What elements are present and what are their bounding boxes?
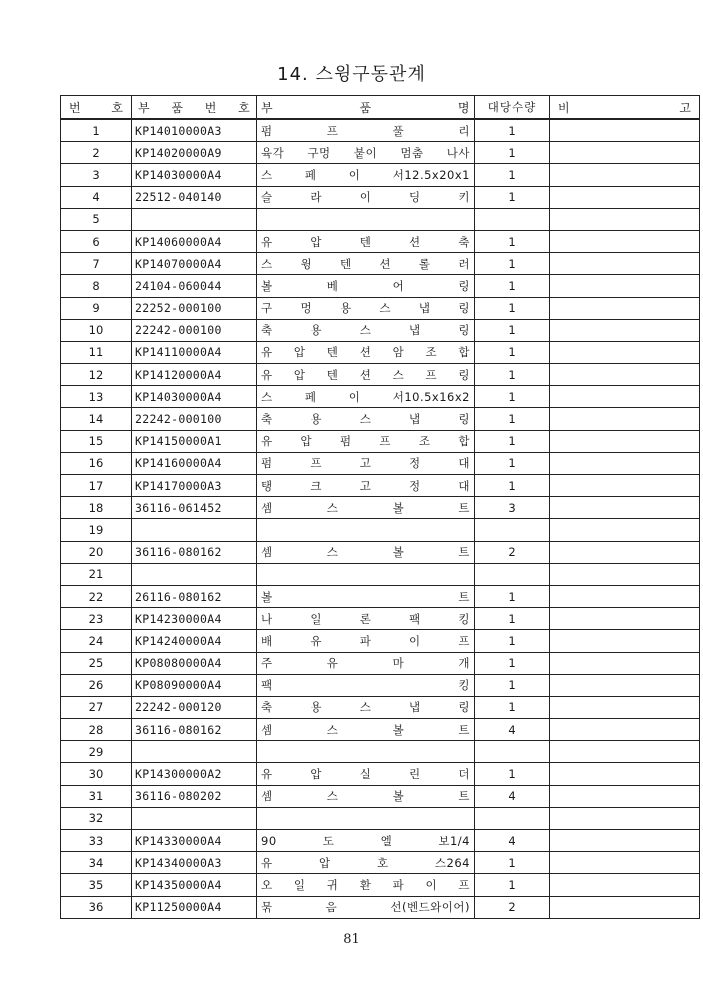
row-part-name: 스 윙 텐 션 롤 러	[257, 253, 475, 275]
table-row	[61, 696, 700, 718]
row-number: 10	[61, 319, 132, 341]
row-remarks	[550, 497, 700, 519]
row-part-name	[257, 208, 475, 230]
row-part-number: KP14170000A3	[132, 475, 257, 497]
row-number: 23	[61, 608, 132, 630]
row-part-name: 스 페 이 서10.5x16x2	[257, 386, 475, 408]
row-part-number: 22242-000100	[132, 319, 257, 341]
header-remarks: 비 고	[550, 96, 700, 120]
table-row	[61, 519, 700, 541]
row-part-number: KP08090000A4	[132, 674, 257, 696]
row-remarks	[550, 741, 700, 763]
row-remarks	[550, 696, 700, 718]
row-quantity: 2	[475, 896, 550, 918]
row-part-number: KP14010000A3	[132, 119, 257, 142]
row-part-number: 22252-000100	[132, 297, 257, 319]
row-remarks	[550, 297, 700, 319]
row-number: 13	[61, 386, 132, 408]
row-quantity: 1	[475, 186, 550, 208]
row-quantity	[475, 208, 550, 230]
table-row	[61, 164, 700, 186]
row-quantity: 1	[475, 319, 550, 341]
table-row	[61, 785, 700, 807]
row-quantity: 1	[475, 386, 550, 408]
row-quantity: 1	[475, 275, 550, 297]
row-number: 4	[61, 186, 132, 208]
row-remarks	[550, 364, 700, 386]
row-remarks	[550, 142, 700, 164]
row-part-name: 슬 라 이 딩 키	[257, 186, 475, 208]
row-number: 33	[61, 830, 132, 852]
table-header-row	[61, 96, 700, 120]
table-row	[61, 119, 700, 142]
row-quantity: 1	[475, 253, 550, 275]
row-part-number: KP14160000A4	[132, 452, 257, 474]
row-part-number: 22242-000120	[132, 696, 257, 718]
table-row	[61, 719, 700, 741]
row-remarks	[550, 896, 700, 918]
table-row	[61, 142, 700, 164]
row-quantity: 4	[475, 830, 550, 852]
table-row	[61, 563, 700, 585]
row-number: 21	[61, 563, 132, 585]
row-part-number: KP14120000A4	[132, 364, 257, 386]
row-part-number	[132, 563, 257, 585]
row-part-number: KP14330000A4	[132, 830, 257, 852]
row-number: 14	[61, 408, 132, 430]
row-remarks	[550, 119, 700, 142]
page-title: 14. 스윙구동관계	[277, 64, 426, 85]
row-part-number	[132, 519, 257, 541]
row-quantity: 1	[475, 297, 550, 319]
row-remarks	[550, 341, 700, 363]
row-part-number: KP14230000A4	[132, 608, 257, 630]
row-number: 3	[61, 164, 132, 186]
row-part-name: 축 용 스 냅 링	[257, 408, 475, 430]
row-number: 7	[61, 253, 132, 275]
row-quantity	[475, 519, 550, 541]
row-part-number: KP14150000A1	[132, 430, 257, 452]
row-part-number: KP14020000A9	[132, 142, 257, 164]
row-number: 2	[61, 142, 132, 164]
row-quantity: 1	[475, 364, 550, 386]
table-row	[61, 741, 700, 763]
header-part-number: 부 품 번 호	[132, 96, 257, 120]
row-part-number: 36116-080162	[132, 541, 257, 563]
row-part-number: KP11250000A4	[132, 896, 257, 918]
row-number: 34	[61, 852, 132, 874]
row-remarks	[550, 408, 700, 430]
header-number: 번 호	[61, 96, 132, 120]
row-part-name: 펌 프 고 정 대	[257, 452, 475, 474]
row-part-number: KP14340000A3	[132, 852, 257, 874]
row-quantity: 1	[475, 430, 550, 452]
row-number: 19	[61, 519, 132, 541]
table-row	[61, 408, 700, 430]
row-part-name: 셈 스 볼 트	[257, 497, 475, 519]
row-part-name	[257, 519, 475, 541]
table-row	[61, 319, 700, 341]
row-part-name: 유 압 호 스264	[257, 852, 475, 874]
row-number: 16	[61, 452, 132, 474]
row-quantity: 1	[475, 652, 550, 674]
row-number: 32	[61, 807, 132, 829]
row-part-number: 36116-080162	[132, 719, 257, 741]
row-remarks	[550, 386, 700, 408]
row-quantity: 2	[475, 541, 550, 563]
row-number: 31	[61, 785, 132, 807]
row-remarks	[550, 608, 700, 630]
row-part-name: 육각 구멍 붙이 멈춤 나사	[257, 142, 475, 164]
row-quantity	[475, 563, 550, 585]
row-quantity: 1	[475, 585, 550, 607]
row-remarks	[550, 585, 700, 607]
table-row	[61, 763, 700, 785]
row-part-name	[257, 741, 475, 763]
table-row	[61, 186, 700, 208]
row-number: 29	[61, 741, 132, 763]
row-quantity: 1	[475, 696, 550, 718]
row-remarks	[550, 164, 700, 186]
row-quantity: 1	[475, 142, 550, 164]
row-part-name: 펌 프 풀 리	[257, 119, 475, 142]
row-quantity: 4	[475, 719, 550, 741]
row-number: 6	[61, 230, 132, 252]
row-number: 15	[61, 430, 132, 452]
row-part-number: KP14110000A4	[132, 341, 257, 363]
table-row	[61, 452, 700, 474]
row-part-number	[132, 208, 257, 230]
row-quantity: 1	[475, 230, 550, 252]
row-remarks	[550, 785, 700, 807]
row-number: 20	[61, 541, 132, 563]
row-quantity	[475, 807, 550, 829]
row-quantity: 1	[475, 674, 550, 696]
table-row	[61, 364, 700, 386]
row-part-name: 90 도 엘 보1/4	[257, 830, 475, 852]
row-part-name: 탱 크 고 정 대	[257, 475, 475, 497]
row-remarks	[550, 186, 700, 208]
row-part-name: 나 일 론 팩 킹	[257, 608, 475, 630]
row-part-number: 22242-000100	[132, 408, 257, 430]
table-row	[61, 896, 700, 918]
table-row	[61, 807, 700, 829]
row-remarks	[550, 830, 700, 852]
row-part-name: 셈 스 볼 트	[257, 541, 475, 563]
row-remarks	[550, 563, 700, 585]
table-row	[61, 585, 700, 607]
row-part-name: 구 멍 용 스 냅 링	[257, 297, 475, 319]
row-quantity: 1	[475, 763, 550, 785]
row-part-number: 22512-040140	[132, 186, 257, 208]
row-remarks	[550, 430, 700, 452]
table-row	[61, 208, 700, 230]
row-number: 28	[61, 719, 132, 741]
table-row	[61, 874, 700, 896]
row-quantity: 1	[475, 475, 550, 497]
row-remarks	[550, 230, 700, 252]
table-row	[61, 830, 700, 852]
table-row	[61, 652, 700, 674]
row-part-number: KP14030000A4	[132, 164, 257, 186]
row-number: 17	[61, 475, 132, 497]
page-number: 81	[343, 932, 360, 947]
row-remarks	[550, 519, 700, 541]
row-number: 26	[61, 674, 132, 696]
row-part-name: 볼 트	[257, 585, 475, 607]
row-part-name: 유 압 텐 션 스 프 링	[257, 364, 475, 386]
row-part-number	[132, 741, 257, 763]
row-part-name: 유 압 펌 프 조 합	[257, 430, 475, 452]
row-part-name: 셈 스 볼 트	[257, 719, 475, 741]
row-remarks	[550, 763, 700, 785]
row-part-name: 유 압 실 린 더	[257, 763, 475, 785]
table-row	[61, 497, 700, 519]
table-row	[61, 386, 700, 408]
row-number: 8	[61, 275, 132, 297]
row-part-number: KP14030000A4	[132, 386, 257, 408]
header-part-name: 부 품 명	[257, 96, 475, 120]
row-quantity: 1	[475, 341, 550, 363]
table-row	[61, 608, 700, 630]
row-number: 5	[61, 208, 132, 230]
row-part-name: 묶 음 선(벤드와이어)	[257, 896, 475, 918]
parts-table	[60, 95, 700, 919]
row-part-name: 배 유 파 이 프	[257, 630, 475, 652]
row-quantity: 1	[475, 630, 550, 652]
row-part-name: 팩 킹	[257, 674, 475, 696]
row-quantity: 3	[475, 497, 550, 519]
row-number: 30	[61, 763, 132, 785]
row-remarks	[550, 852, 700, 874]
row-remarks	[550, 674, 700, 696]
row-remarks	[550, 652, 700, 674]
table-row	[61, 430, 700, 452]
row-number: 24	[61, 630, 132, 652]
table-row	[61, 852, 700, 874]
table-row	[61, 253, 700, 275]
row-quantity: 1	[475, 164, 550, 186]
row-number: 11	[61, 341, 132, 363]
table-row	[61, 341, 700, 363]
row-part-name: 유 압 텐 션 암 조 합	[257, 341, 475, 363]
row-part-name	[257, 563, 475, 585]
table-row	[61, 297, 700, 319]
row-remarks	[550, 452, 700, 474]
row-part-number: 26116-080162	[132, 585, 257, 607]
row-quantity: 1	[475, 119, 550, 142]
row-number: 9	[61, 297, 132, 319]
row-part-number: 24104-060044	[132, 275, 257, 297]
row-number: 18	[61, 497, 132, 519]
row-part-number	[132, 807, 257, 829]
row-part-number: 36116-061452	[132, 497, 257, 519]
row-part-name: 볼 베 어 링	[257, 275, 475, 297]
row-remarks	[550, 807, 700, 829]
row-remarks	[550, 208, 700, 230]
row-remarks	[550, 275, 700, 297]
row-quantity: 1	[475, 874, 550, 896]
row-part-number: KP14070000A4	[132, 253, 257, 275]
row-remarks	[550, 874, 700, 896]
row-part-name: 오 일 귀 환 파 이 프	[257, 874, 475, 896]
row-number: 22	[61, 585, 132, 607]
row-part-name: 스 페 이 서12.5x20x1	[257, 164, 475, 186]
row-remarks	[550, 319, 700, 341]
row-quantity: 1	[475, 852, 550, 874]
row-part-number: 36116-080202	[132, 785, 257, 807]
row-quantity: 1	[475, 452, 550, 474]
row-number: 35	[61, 874, 132, 896]
table-row	[61, 674, 700, 696]
row-remarks	[550, 630, 700, 652]
row-remarks	[550, 541, 700, 563]
row-part-number: KP08080000A4	[132, 652, 257, 674]
row-number: 1	[61, 119, 132, 142]
row-quantity: 1	[475, 408, 550, 430]
row-part-number: KP14350000A4	[132, 874, 257, 896]
table-row	[61, 230, 700, 252]
row-number: 12	[61, 364, 132, 386]
row-part-name: 주 유 마 개	[257, 652, 475, 674]
row-part-number: KP14300000A2	[132, 763, 257, 785]
table-row	[61, 630, 700, 652]
row-part-name: 셈 스 볼 트	[257, 785, 475, 807]
row-number: 36	[61, 896, 132, 918]
table-row	[61, 541, 700, 563]
table-row	[61, 475, 700, 497]
row-part-number: KP14240000A4	[132, 630, 257, 652]
row-quantity: 1	[475, 608, 550, 630]
header-quantity: 대당수량	[475, 96, 550, 120]
row-part-number: KP14060000A4	[132, 230, 257, 252]
row-quantity	[475, 741, 550, 763]
row-number: 27	[61, 696, 132, 718]
row-quantity: 4	[475, 785, 550, 807]
row-part-name: 축 용 스 냅 링	[257, 696, 475, 718]
row-remarks	[550, 719, 700, 741]
row-number: 25	[61, 652, 132, 674]
row-remarks	[550, 253, 700, 275]
row-remarks	[550, 475, 700, 497]
row-part-name	[257, 807, 475, 829]
row-part-name: 축 용 스 냅 링	[257, 319, 475, 341]
row-part-name: 유 압 텐 션 축	[257, 230, 475, 252]
table-row	[61, 275, 700, 297]
